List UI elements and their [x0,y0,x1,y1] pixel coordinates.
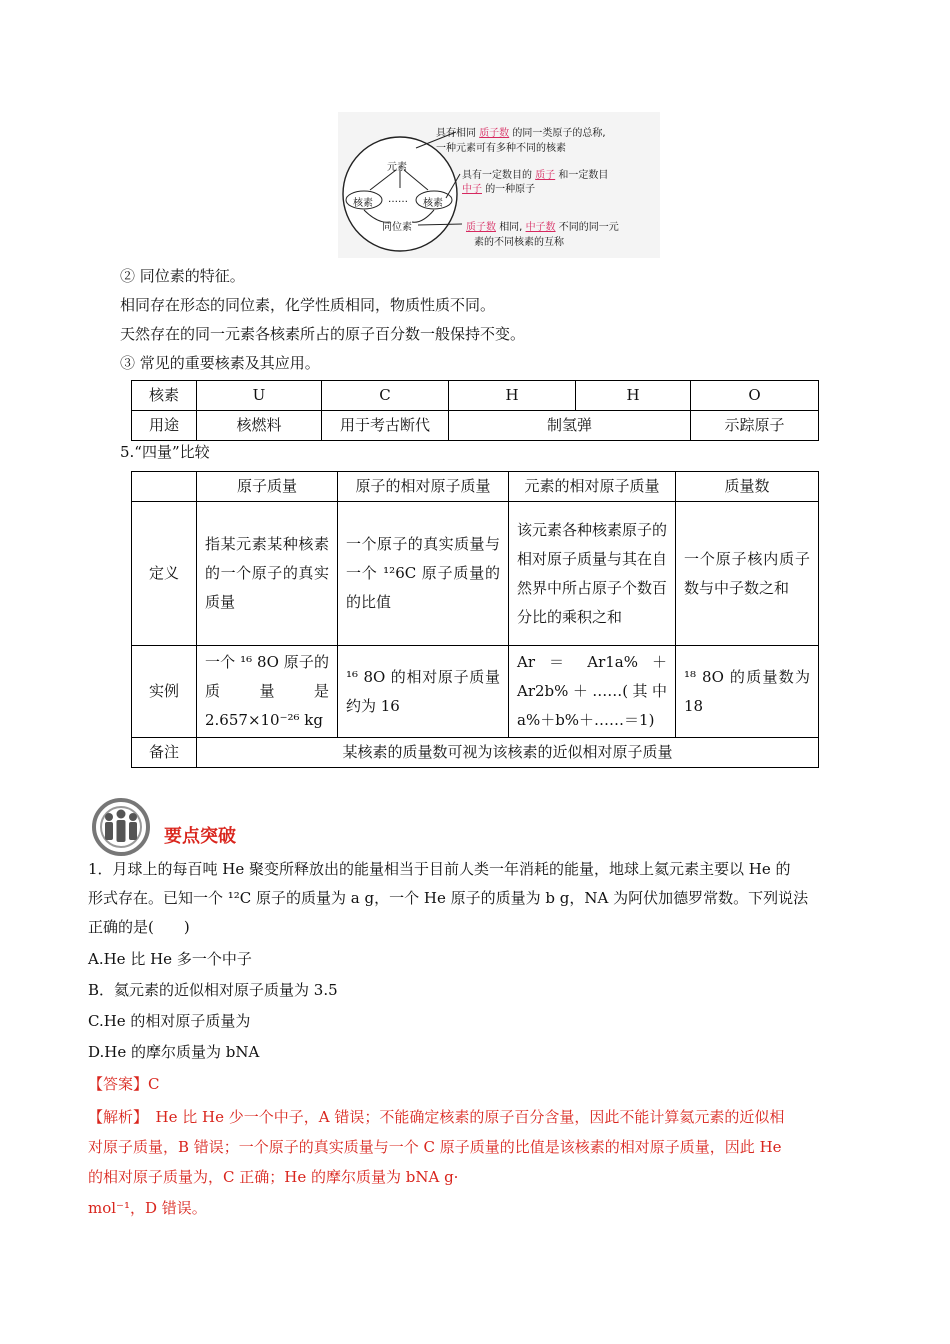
diagram-center-top: 元素 [387,162,407,173]
explanation-line-1: 【解析】 He 比 He 少一个中子，A 错误；不能确定核素的原子百分含量，因此不能计算氦元素的近似相 [88,1108,785,1126]
table-row [132,646,819,738]
table-cell: H [576,381,691,411]
table-row [132,411,819,441]
table-cell: 用途 [132,411,197,441]
diagram-bottom: 同位素 [382,222,412,233]
table-cell: 用于考古断代 [322,411,449,441]
table-row-label: 备注 [132,738,197,768]
diagram-dots: …… [388,194,408,205]
concept-diagram [338,112,660,258]
table-row-label: 定义 [132,502,197,646]
table-cell: 一个原子核内质子数与中子数之和 [676,502,819,646]
option-a: A.He 比 He 多一个中子 [88,950,252,968]
paragraph-natural-abundance: 天然存在的同一元素各核素所占的原子百分数一般保持不变。 [120,325,526,343]
table-header: 元素的相对原子质量 [509,472,676,502]
table-cell: Ar ＝ Ar1a% ＋ Ar2b%＋……(其中 a%＋b%＋……＝1) [509,646,676,738]
table-row [132,738,819,768]
question-line-1: 1．月球上的每百吨 He 聚变所释放出的能量相当于目前人类一年消耗的能量，地球上氦元素主要以 He 的 [88,860,791,878]
explanation-line-4: mol⁻¹，D 错误。 [88,1199,207,1217]
table-cell: ¹⁸ 8O 的质量数为 18 [676,646,819,738]
section-title: 要点突破 [164,826,236,847]
diagram-note-3b: 素的不同核素的互称 [474,237,564,248]
table-cell: U [197,381,322,411]
table-cell: 示踪原子 [691,411,819,441]
option-c: C.He 的相对原子质量为 [88,1012,251,1030]
table-header: 原子的相对原子质量 [338,472,509,502]
explanation-line-3: 的相对原子质量为，C 正确；He 的摩尔质量为 bNA g· [88,1168,459,1186]
diagram-note-2b: 中子 的一种原子 [462,184,536,195]
paragraph-isotope-features: ② 同位素的特征。 [120,267,245,285]
table-cell: O [691,381,819,411]
diagram-note-3: 质子数 相同, 中子数 不同的同一元 [466,222,619,233]
table-header: 原子质量 [197,472,338,502]
table-cell: ¹⁶ 8O 的相对原子质量约为 16 [338,646,509,738]
people-icon [88,798,154,856]
table-row [132,502,819,646]
paragraph-common-nuclides: ③ 常见的重要核素及其应用。 [120,354,320,372]
table-cell: C [322,381,449,411]
answer: 【答案】C [88,1075,160,1093]
option-b: B．氦元素的近似相对原子质量为 3.5 [88,981,338,999]
table-cell: 一个原子的真实质量与一个 ¹²6C 原子质量的的比值 [338,502,509,646]
table-row-label: 实例 [132,646,197,738]
table-cell: 某核素的质量数可视为该核素的近似相对原子质量 [197,738,819,768]
question-line-2: 形式存在。已知一个 ¹²C 原子的质量为 a g，一个 He 原子的质量为 b g，NA 为阿伏加德罗常数。下列说法 [88,889,809,907]
explanation-line-2: 对原子质量，B 错误；一个原子的真实质量与一个 C 原子质量的比值是该核素的相对原子质量，因此 He [88,1138,782,1156]
table-cell: H [449,381,576,411]
diagram-note-1: 具有相同 质子数 的同一类原子的总称, [436,128,606,139]
diagram-right-nuclide: 核素 [423,198,443,209]
table-cell: 一个 ¹⁶ 8O 原子的质量是 2.657×10⁻²⁶ kg [197,646,338,738]
nuclide-table [131,380,819,441]
paragraph-chemical-properties: 相同存在形态的同位素，化学性质相同，物质性质不同。 [120,296,496,314]
table-cell: 核燃料 [197,411,322,441]
table-cell: 该元素各种核素原子的相对原子质量与其在自然界中所占原子个数百分比的乘积之和 [509,502,676,646]
table-cell: 指某元素某种核素的一个原子的真实质量 [197,502,338,646]
section-four-quantities: 5.“四量”比较 [120,443,210,461]
diagram-note-1b: 一种元素可有多种不同的核素 [436,143,566,154]
four-quantities-table [131,471,819,768]
option-d: D.He 的摩尔质量为 bNA [88,1043,260,1061]
question-line-3: 正确的是( ) [88,918,190,936]
diagram-left-nuclide: 核素 [353,198,373,209]
diagram-note-2: 具有一定数目的 质子 和一定数目 [462,170,609,181]
table-cell: 核素 [132,381,197,411]
table-header: 质量数 [676,472,819,502]
table-row [132,381,819,411]
table-header [132,472,197,502]
table-cell: 制氢弹 [449,411,691,441]
table-row [132,472,819,502]
